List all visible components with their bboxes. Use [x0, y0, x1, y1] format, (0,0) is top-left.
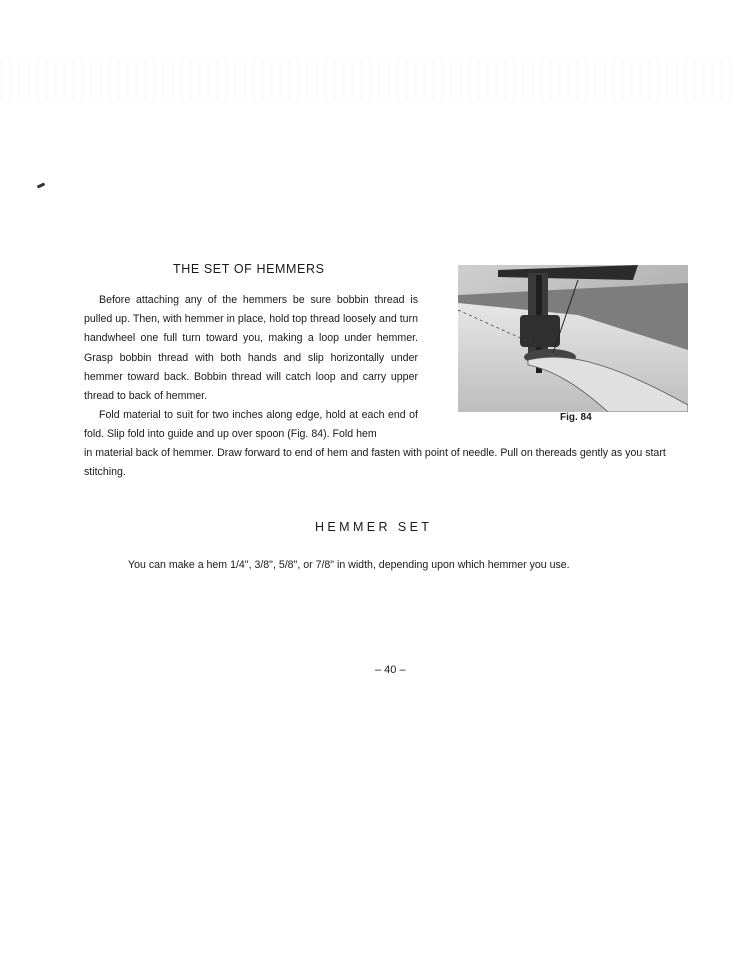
page-number: – 40 –	[375, 664, 406, 676]
paragraph-bobbin: Before attaching any of the hemmers be sure bobbin thread is pulled up. Then, with hemmer in place, hold top thread loosely and turn handwheel one full turn toward you, making a loop under hemmer. Grasp bobbin thread with both hands and slip horizontally under hemmer toward back. Bobbin thread will catch loop and carry upper thread to back of hemmer.	[84, 294, 418, 403]
hemmer-set-title: HEMMER SET	[315, 520, 433, 534]
paragraph-fold-start: Fold material to suit for two inches along edge, hold at each end of fold. Slip fold into guide and up over spoon (Fig. 84). Fold hem	[84, 409, 418, 441]
scan-noise-band	[0, 60, 738, 100]
hemmer-set-text: You can make a hem 1/4", 3/8", 5/8", or 7/8" in width, depending upon which hemmer you use.	[128, 559, 570, 571]
sewing-machine-hemmer-photo	[458, 265, 688, 412]
section-title: THE SET OF HEMMERS	[173, 262, 325, 276]
figure-caption: Fig. 84	[560, 412, 592, 423]
stray-mark	[37, 182, 46, 188]
paragraph-fold-end: in material back of hemmer. Draw forward to end of hem and fasten with point of needle. Pull on thereads gently as you start stitching.	[84, 447, 666, 479]
